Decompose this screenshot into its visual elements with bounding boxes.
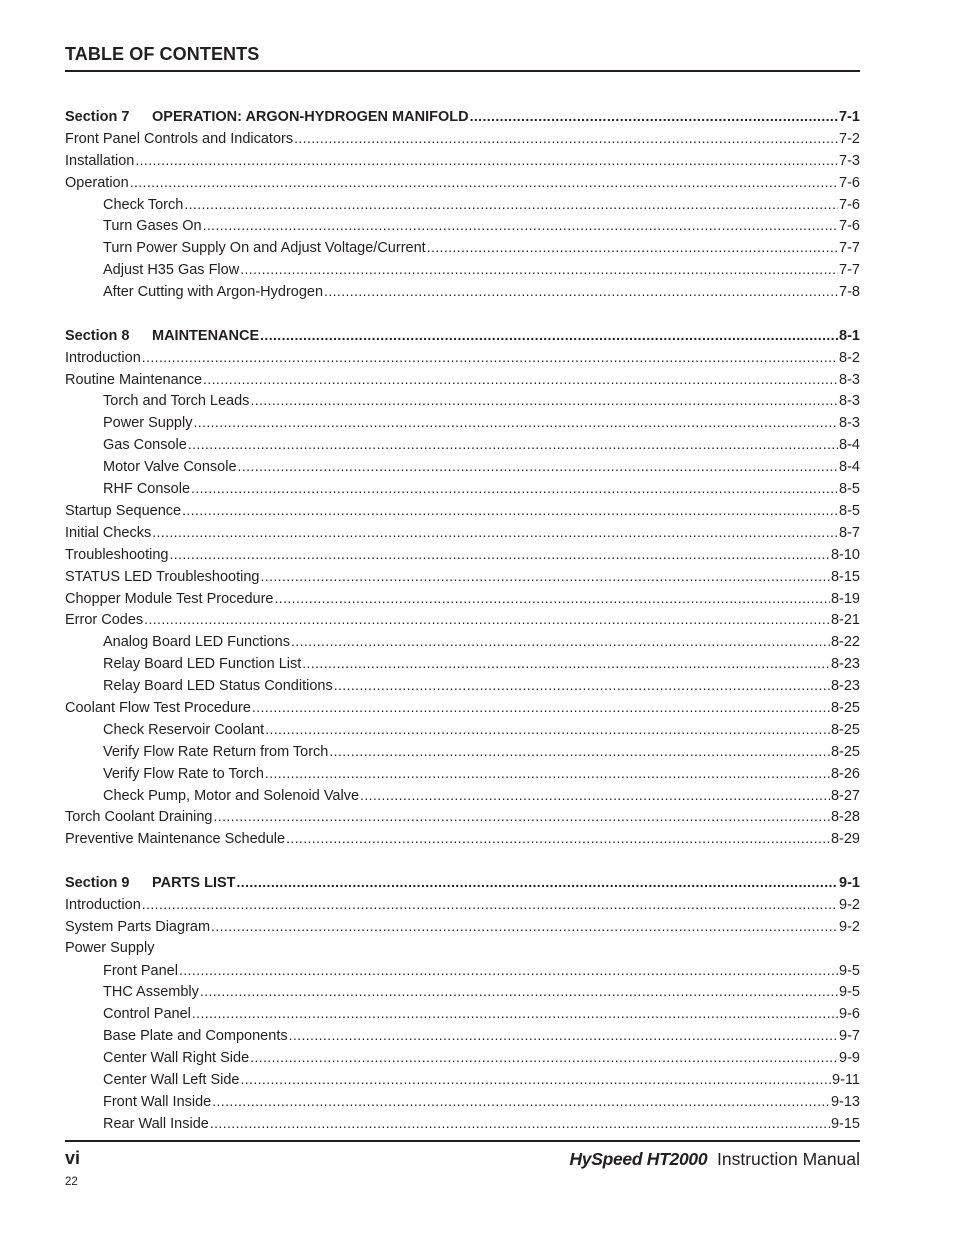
toc-page-number: 8-25 bbox=[830, 721, 860, 738]
dot-leader bbox=[184, 194, 838, 216]
toc-page-number: 7-6 bbox=[839, 218, 860, 235]
toc-entry-title: Center Wall Right Side bbox=[103, 1050, 250, 1067]
toc-page-number: 8-3 bbox=[839, 371, 860, 388]
toc-entry-title: Check Reservoir Coolant bbox=[103, 721, 265, 738]
toc-entry-title: Relay Board LED Function List bbox=[103, 656, 302, 673]
toc-entry[interactable] bbox=[65, 172, 860, 194]
toc-entry-title: Front Panel Controls and Indicators bbox=[65, 130, 294, 147]
dot-leader bbox=[324, 281, 838, 303]
footer-rule bbox=[65, 1140, 860, 1142]
toc-page-number: 9-2 bbox=[839, 918, 860, 935]
dot-leader bbox=[144, 609, 830, 631]
toc-page-number: 8-25 bbox=[830, 743, 860, 760]
toc-page-number: 9-13 bbox=[830, 1093, 860, 1110]
toc-entry-title: Front Panel bbox=[103, 962, 178, 979]
dot-leader bbox=[130, 172, 838, 194]
toc-page-number: 8-4 bbox=[839, 459, 860, 476]
dot-leader bbox=[192, 1003, 838, 1025]
toc-entry-title: Gas Console bbox=[103, 437, 187, 454]
footer-manual-title bbox=[569, 1149, 860, 1170]
toc-entry-title: Torch Coolant Draining bbox=[65, 809, 213, 826]
toc-entry[interactable] bbox=[65, 916, 860, 938]
toc-entry-title: Verify Flow Rate to Torch bbox=[103, 765, 264, 782]
toc-entry-title: Power Supply bbox=[65, 939, 155, 956]
toc-entry-title: Power Supply bbox=[103, 415, 193, 432]
dot-leader bbox=[329, 741, 830, 763]
toc-entry[interactable] bbox=[65, 1091, 860, 1113]
toc-section-number: Section 7 bbox=[65, 109, 130, 125]
toc-entry-title: Analog Board LED Functions bbox=[103, 634, 290, 651]
toc-entry-title: Front Wall Inside bbox=[103, 1093, 212, 1110]
dot-leader bbox=[334, 675, 830, 697]
toc-page-number: 7-7 bbox=[839, 240, 860, 257]
toc-entry-title: After Cutting with Argon-Hydrogen bbox=[103, 284, 324, 301]
toc-page-number: 9-2 bbox=[839, 896, 860, 913]
dot-leader bbox=[135, 150, 838, 172]
toc-entry[interactable] bbox=[65, 434, 860, 456]
dot-leader bbox=[286, 828, 830, 850]
dot-leader bbox=[193, 412, 838, 434]
toc-page-number: 7-1 bbox=[839, 109, 860, 125]
toc-page-number: 7-6 bbox=[839, 174, 860, 191]
toc-entry-title: Adjust H35 Gas Flow bbox=[103, 262, 240, 279]
toc-entry[interactable] bbox=[65, 347, 860, 369]
toc-entry-title: Center Wall Left Side bbox=[103, 1072, 240, 1088]
toc-entry-title: Startup Sequence bbox=[65, 502, 182, 519]
toc-page-number: 8-29 bbox=[830, 831, 860, 848]
toc-page-number: 8-25 bbox=[830, 699, 860, 716]
toc-entry-title: Troubleshooting bbox=[65, 546, 169, 563]
toc-page-number: 8-5 bbox=[839, 502, 860, 519]
toc-entry[interactable] bbox=[65, 785, 860, 807]
toc-entry[interactable] bbox=[65, 981, 860, 1003]
toc-entry-title: STATUS LED Troubleshooting bbox=[65, 568, 260, 585]
toc-page-number: 9-9 bbox=[839, 1050, 860, 1067]
toc-page-number: 8-21 bbox=[830, 612, 860, 629]
dot-leader bbox=[265, 719, 830, 741]
toc-page-number: 8-1 bbox=[839, 327, 860, 344]
dot-leader bbox=[238, 456, 839, 478]
print-page-number: 22 bbox=[65, 1176, 78, 1188]
toc-entry[interactable] bbox=[65, 390, 860, 412]
toc-entry[interactable] bbox=[65, 1069, 860, 1091]
dot-leader bbox=[360, 785, 830, 807]
dot-leader bbox=[142, 347, 838, 369]
dot-leader bbox=[211, 916, 838, 938]
toc-entry[interactable] bbox=[65, 566, 860, 588]
toc-entry-title: Routine Maintenance bbox=[65, 371, 203, 388]
toc-entry[interactable] bbox=[65, 806, 860, 828]
dot-leader bbox=[203, 215, 838, 237]
table-of-contents bbox=[65, 106, 860, 1135]
toc-page-number: 8-2 bbox=[839, 349, 860, 366]
toc-entry[interactable] bbox=[65, 237, 860, 259]
toc-page-number: 8-23 bbox=[830, 656, 860, 673]
toc-entry[interactable] bbox=[65, 960, 860, 982]
dot-leader bbox=[302, 653, 830, 675]
toc-section-heading[interactable] bbox=[65, 872, 860, 894]
toc-entry[interactable] bbox=[65, 1113, 860, 1135]
toc-page-number: 8-3 bbox=[839, 393, 860, 410]
toc-page-number: 8-23 bbox=[830, 678, 860, 695]
dot-leader bbox=[250, 390, 838, 412]
toc-entry-title bbox=[65, 107, 469, 129]
toc-entry-title: Coolant Flow Test Procedure bbox=[65, 699, 251, 716]
toc-entry[interactable] bbox=[65, 456, 860, 478]
toc-entry-title: Rear Wall Inside bbox=[103, 1115, 209, 1132]
toc-page-number: 8-28 bbox=[830, 809, 860, 826]
toc-entry-title bbox=[65, 873, 236, 895]
toc-page-number: 7-3 bbox=[839, 152, 860, 169]
toc-entry-title: Check Pump, Motor and Solenoid Valve bbox=[103, 787, 360, 804]
toc-entry-title: Error Codes bbox=[65, 612, 144, 629]
toc-section-title: OPERATION: ARGON-HYDROGEN MANIFOLD bbox=[152, 109, 469, 125]
dot-leader bbox=[212, 1091, 830, 1113]
dot-leader bbox=[237, 872, 839, 894]
toc-entry-title: Introduction bbox=[65, 349, 141, 366]
header-rule bbox=[65, 70, 860, 72]
toc-page-number: 9-15 bbox=[830, 1115, 860, 1132]
toc-page-number: 8-10 bbox=[830, 546, 860, 563]
toc-entry[interactable] bbox=[65, 522, 860, 544]
toc-entry-title: Motor Valve Console bbox=[103, 459, 237, 476]
toc-entry[interactable] bbox=[65, 412, 860, 434]
toc-page-number: 9-1 bbox=[839, 874, 860, 891]
toc-entry[interactable] bbox=[65, 150, 860, 172]
dot-leader bbox=[427, 237, 838, 259]
dot-leader bbox=[470, 106, 838, 128]
dot-leader bbox=[275, 588, 830, 610]
toc-page-number: 7-7 bbox=[839, 262, 860, 279]
toc-page-number: 8-5 bbox=[839, 481, 860, 498]
toc-entry-title: Installation bbox=[65, 152, 135, 169]
footer-manual-label: Instruction Manual bbox=[717, 1149, 860, 1169]
toc-entry[interactable] bbox=[65, 828, 860, 850]
dot-leader bbox=[191, 478, 838, 500]
toc-entry-title: Initial Checks bbox=[65, 524, 152, 541]
toc-section-heading[interactable] bbox=[65, 325, 860, 347]
dot-leader bbox=[169, 544, 830, 566]
toc-entry-title: Relay Board LED Status Conditions bbox=[103, 678, 333, 695]
toc-entry[interactable] bbox=[65, 1047, 860, 1069]
dot-leader bbox=[210, 1113, 830, 1135]
toc-section-title: PARTS LIST bbox=[152, 874, 236, 891]
toc-entry[interactable] bbox=[65, 763, 860, 785]
toc-entry[interactable] bbox=[65, 544, 860, 566]
toc-page-number: 9-5 bbox=[839, 984, 860, 1001]
toc-entry-title: Torch and Torch Leads bbox=[103, 393, 250, 410]
dot-leader bbox=[214, 806, 830, 828]
toc-page-number: 9-6 bbox=[839, 1006, 860, 1023]
toc-entry[interactable] bbox=[65, 675, 860, 697]
toc-page-number: 8-19 bbox=[830, 590, 860, 607]
footer-brand: HySpeed HT2000 bbox=[569, 1149, 708, 1169]
toc-page-number: 8-3 bbox=[839, 415, 860, 432]
dot-leader bbox=[182, 500, 838, 522]
toc-entry-title: RHF Console bbox=[103, 481, 191, 498]
dot-leader bbox=[252, 697, 830, 719]
toc-entry-title: Check Torch bbox=[103, 196, 184, 213]
toc-entry[interactable] bbox=[65, 215, 860, 237]
toc-page-number: 8-7 bbox=[839, 524, 860, 541]
dot-leader bbox=[188, 434, 838, 456]
dot-leader bbox=[240, 1069, 831, 1091]
dot-leader bbox=[240, 259, 838, 281]
dot-leader bbox=[265, 763, 830, 785]
dot-leader bbox=[294, 128, 838, 150]
dot-leader bbox=[289, 1025, 838, 1047]
toc-entry-title: Control Panel bbox=[103, 1006, 191, 1023]
toc-entry-title: Operation bbox=[65, 174, 129, 191]
toc-entry[interactable] bbox=[65, 697, 860, 719]
toc-entry[interactable] bbox=[65, 281, 860, 303]
toc-entry-title: Turn Gases On bbox=[103, 218, 202, 235]
dot-leader bbox=[179, 960, 838, 982]
toc-entry[interactable] bbox=[65, 259, 860, 281]
toc-entry[interactable] bbox=[65, 719, 860, 741]
toc-entry[interactable] bbox=[65, 938, 860, 960]
toc-entry[interactable] bbox=[65, 478, 860, 500]
toc-entry[interactable] bbox=[65, 1003, 860, 1025]
toc-section-number: Section 9 bbox=[65, 874, 130, 891]
toc-section-heading[interactable] bbox=[65, 106, 860, 128]
dot-leader bbox=[142, 894, 838, 916]
toc-page-number: 8-22 bbox=[830, 634, 860, 651]
dot-leader bbox=[261, 566, 830, 588]
dot-leader bbox=[152, 522, 838, 544]
toc-page-number: 7-2 bbox=[839, 130, 860, 147]
dot-leader bbox=[291, 631, 830, 653]
toc-entry-title: System Parts Diagram bbox=[65, 918, 211, 935]
toc-page-number: 7-8 bbox=[839, 284, 860, 301]
toc-page-number: 9-11 bbox=[832, 1072, 860, 1088]
toc-entry[interactable] bbox=[65, 588, 860, 610]
toc-entry-title: THC Assembly bbox=[103, 984, 199, 1001]
toc-entry[interactable] bbox=[65, 500, 860, 522]
toc-entry-title: Introduction bbox=[65, 896, 141, 913]
toc-page-number: 8-26 bbox=[830, 765, 860, 782]
toc-entry-title: Turn Power Supply On and Adjust Voltage/Current bbox=[103, 240, 426, 257]
toc-entry[interactable] bbox=[65, 609, 860, 631]
toc-entry[interactable] bbox=[65, 194, 860, 216]
toc-page-number: 9-5 bbox=[839, 962, 860, 979]
toc-section-title: MAINTENANCE bbox=[152, 327, 260, 344]
page-title: TABLE OF CONTENTS bbox=[65, 44, 260, 64]
toc-entry[interactable] bbox=[65, 653, 860, 675]
toc-page-number: 7-6 bbox=[839, 196, 860, 213]
toc-entry-title: Base Plate and Components bbox=[103, 1028, 288, 1045]
toc-page-number: 8-27 bbox=[830, 787, 860, 804]
dot-leader bbox=[250, 1047, 838, 1069]
dot-leader bbox=[203, 369, 838, 391]
toc-section-number: Section 8 bbox=[65, 327, 130, 344]
toc-entry-title: Verify Flow Rate Return from Torch bbox=[103, 743, 329, 760]
dot-leader bbox=[260, 325, 838, 347]
toc-entry[interactable] bbox=[65, 631, 860, 653]
toc-entry[interactable] bbox=[65, 741, 860, 763]
toc-page-number: 9-7 bbox=[839, 1028, 860, 1045]
toc-entry[interactable] bbox=[65, 894, 860, 916]
toc-entry-title bbox=[65, 326, 259, 348]
toc-page-number: 8-15 bbox=[830, 568, 860, 585]
toc-entry[interactable] bbox=[65, 1025, 860, 1047]
footer-page-number: vi bbox=[65, 1148, 81, 1168]
toc-entry-title: Preventive Maintenance Schedule bbox=[65, 831, 286, 848]
toc-page-number: 8-4 bbox=[839, 437, 860, 454]
toc-entry[interactable] bbox=[65, 369, 860, 391]
toc-entry-title: Chopper Module Test Procedure bbox=[65, 590, 274, 607]
toc-entry[interactable] bbox=[65, 128, 860, 150]
dot-leader bbox=[200, 981, 838, 1003]
